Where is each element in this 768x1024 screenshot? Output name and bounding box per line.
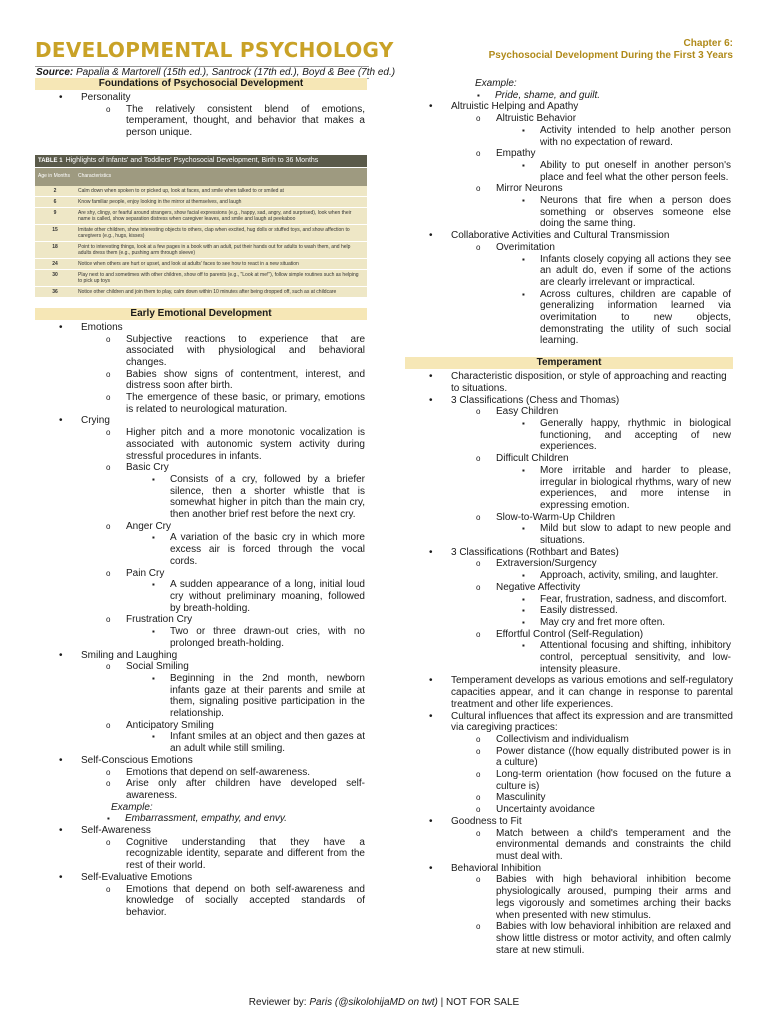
list-item: • Behavioral Inhibition o Babies with high behavioral inhibition become physiologically aroused, pumping their arms and legs vigorously and sometimes arching their backs when presented with new stimulus. o Babies with low behavioral inhibition are relaxed and show little distress or motor activity, and often calmly stare at new stimuli. [405, 863, 733, 957]
table-row [35, 224, 367, 241]
list-item: ▪ Across cultures, children are capable of generalizing information learned via overimitation to new objects, demonstrating the utility of such social learning. [496, 289, 731, 348]
chapter-heading [489, 38, 733, 62]
list-item: o Mirror Neurons ▪ Neurons that fire when a person does something or observes someone else doing the same thing. [451, 183, 731, 230]
list-item: o Effortful Control (Self-Regulation) ▪ Attentional focusing and shifting, inhibitory control, perceptual sensitivity, and low-intensity pleasure. [451, 629, 731, 676]
list-item: • Crying o Higher pitch and a more monotonic vocalization is associated with autonomic system activity during stressful procedures in infants. o Basic Cry ▪ Consists of a cry, followed by a briefer silence, then a shorter whistle that is somewhat higher in pitch than the main cry, then another brief rest before the next cry. o Anger Cry ▪ A variation of the basic cry in which more excess air is forced through the vocal cords. o Pain Cry ▪ A sudden appearance of a long, initial loud cry without preliminary moaning, followed by breath-holding. o Frustration Cry ▪ Two or three drawn-out cries, with no prolonged breath-holding. [35, 415, 367, 649]
list-item: o Altruistic Behavior ▪ Activity intended to help another person with no expectation of reward. [451, 113, 731, 148]
list-item: • Smiling and Laughing o Social Smiling ▪ Beginning in the 2nd month, newborn infants gaze at their parents and smile at them, signaling positive participation in the relationship. o Anticipatory Smiling ▪ Infant smiles at an object and then gazes at an adult while still smiling. [35, 650, 367, 755]
section-heading-temperament: Temperament [405, 357, 733, 369]
table-cell-characteristics: Calm down when spoken to or picked up, look at faces, and smile when talked to or smiled at [75, 186, 367, 197]
list-item: ▪ Two or three drawn-out cries, with no prolonged breath-holding. [126, 626, 365, 649]
footer-author: Paris (@sikolohijaMD on twt) [309, 997, 438, 1008]
list-item: o The emergence of these basic, or primary, emotions is related to neurological maturation. [81, 392, 365, 415]
section-heading-foundations: Foundations of Psychosocial Development [35, 78, 367, 90]
list-item: ▪ Generally happy, rhythmic in biological functioning, and accepting of new experiences. [496, 418, 731, 453]
list-item: ▪ A variation of the basic cry in which more excess air is forced through the vocal cords. [126, 532, 365, 567]
list-item: o Negative Affectivity ▪ Fear, frustration, sadness, and discomfort. ▪ Easily distressed. ▪ May cry and fret more often. [451, 582, 731, 629]
table-cell-characteristics: Know familiar people, enjoy looking in the mirror at themselves, and laugh [75, 196, 367, 207]
list-item: o Match between a child's temperament and the environmental demands and constraints the child must deal with. [451, 828, 731, 863]
list-item: • Characteristic disposition, or style of approaching and reacting to situations. [405, 371, 733, 394]
list-item: o Pain Cry ▪ A sudden appearance of a long, initial loud cry without preliminary moaning, followed by breath-holding. [81, 568, 365, 615]
table-row [35, 286, 367, 297]
section-heading-early-emotional: Early Emotional Development [35, 308, 367, 320]
list-item: o Long-term orientation (how focused on the future a culture is) [451, 769, 731, 792]
table-cell-age: 15 [35, 224, 75, 241]
source-text: Papalia & Martorell (15th ed.), Santrock (17th ed.), Boyd & Bee (7th ed.) [76, 67, 396, 78]
list-item: • Self-Evaluative Emotions o Emotions that depend on both self-awareness and knowledge of socially accepted standards of behavior. [35, 872, 367, 919]
list-item: ▪ Infant smiles at an object and then gazes at an adult while still smiling. [126, 731, 365, 754]
table-row [35, 196, 367, 207]
list-item: • Emotions o Subjective reactions to experience that are associated with physiological and behavioral changes. o Babies show signs of contentment, interest, and distress soon after birth. o The emergence of these basic, or primary, emotions is related to neurological maturation. [35, 322, 367, 416]
list-item: ▪ More irritable and harder to please, irregular in biological rhythms, wary of new experiences, and more intense in expressing emotion. [496, 465, 731, 512]
table-cell-characteristics: Notice other children and join them to play, calm down within 10 minutes after being dropped off, such as at childcare [75, 286, 367, 297]
list-item: o Emotions that depend on both self-awareness and knowledge of socially accepted standards of behavior. [81, 884, 365, 919]
list-item: o Frustration Cry ▪ Two or three drawn-out cries, with no prolonged breath-holding. [81, 614, 365, 649]
list-item: ▪ Easily distressed. [496, 605, 731, 617]
list-item: ▪ Attentional focusing and shifting, inhibitory control, perceptual sensitivity, and low-intensity pleasure. [496, 640, 731, 675]
list-item: • Cultural influences that affect its expression and are transmitted via caregiving practices: o Collectivism and individualism o Power distance ((how equally distributed power is in a culture) o Long-term orientation (how focused on the future a culture is) o Masculinity o Uncertainty avoidance [405, 711, 733, 816]
list-item: ▪ Approach, activity, smiling, and laughter. [496, 570, 731, 582]
list-item: o Slow-to-Warm-Up Children ▪ Mild but slow to adapt to new people and situations. [451, 512, 731, 547]
list-item: o Babies show signs of contentment, interest, and distress soon after birth. [81, 369, 365, 392]
table-row [35, 258, 367, 269]
list-item: o Social Smiling ▪ Beginning in the 2nd month, newborn infants gaze at their parents and smile at them, signaling positive participation in the relationship. [81, 661, 365, 720]
source-label: Source: [36, 67, 74, 78]
list-item: o Basic Cry ▪ Consists of a cry, followed by a briefer silence, then a shorter whistle that is somewhat higher in pitch than the main cry, then another brief rest before the next cry. [81, 462, 365, 521]
chapter-number: Chapter 6: [683, 38, 733, 49]
footer-suffix: | NOT FOR SALE [440, 997, 520, 1008]
list-item: o Easy Children ▪ Generally happy, rhythmic in biological functioning, and accepting of new experiences. [451, 406, 731, 453]
list-item: o Cognitive understanding that they have a recognizable identity, separate and different from the rest of their world. [81, 837, 365, 872]
list-item: o Babies with high behavioral inhibition become physiologically aroused, pumping their arms and legs vigorously and sometimes arching their backs when presented with new stimulus. [451, 874, 731, 921]
table-cell-age: 6 [35, 196, 75, 207]
footer-prefix: Reviewer by: [248, 997, 307, 1008]
footer [0, 997, 768, 1008]
table-cell-age: 2 [35, 186, 75, 197]
list-item: • 3 Classifications (Rothbart and Bates) o Extraversion/Surgency ▪ Approach, activity, smiling, and laughter. o Negative Affectivity ▪ Fear, frustration, sadness, and discomfort. ▪ Easily distressed. ▪ May cry and fret more often. o Effortful Control (Self-Regulation) ▪ Attentional focusing and shifting, inhibitory control, perceptual sensitivity, and low-intensity pleasure. [405, 547, 733, 676]
list-item: o Masculinity [451, 792, 731, 804]
table-cell-characteristics: Notice when others are hurt or upset, and look at adults' faces to see how to react in a new situation [75, 258, 367, 269]
list-item: ▪ May cry and fret more often. [496, 617, 731, 629]
table-caption: TABLE 1 Highlights of Infants' and Toddlers' Psychosocial Development, Birth to 36 Months [35, 155, 367, 168]
list-item: ▪ Activity intended to help another person with no expectation of reward. [496, 125, 731, 148]
table-cell-age: 18 [35, 241, 75, 258]
list-item: ▪ Pride, shame, and guilt. [451, 90, 733, 102]
list-item: o The relatively consistent blend of emotions, temperament, thought, and behavior that makes a person unique. [81, 104, 365, 139]
chapter-title: Psychosocial Development During the First 3 Years [488, 50, 733, 61]
left-column [35, 78, 367, 919]
table-cell-age: 36 [35, 286, 75, 297]
document-title: DEVELOPMENTAL PSYCHOLOGY [35, 38, 394, 62]
list-item: o Arise only after children have developed self-awareness. [81, 778, 365, 801]
table-cell-characteristics: Imitate other children, show interesting objects to others, clap when excited, hug dolls or stuffed toys, and show affection to caregivers (e.g., hugs, kisses) [75, 224, 367, 241]
list-item: • Collaborative Activities and Cultural Transmission o Overimitation ▪ Infants closely copying all actions they see an adult do, even if some of the actions are clearly irrelevant or impractical. ▪ Across cultures, children are capable of generalizing information learned via overimitation to new objects, demonstrating the utility of such social learning. [405, 230, 733, 347]
list-item: • Self-Awareness o Cognitive understanding that they have a recognizable identity, separate and different from the rest of their world. [35, 825, 367, 872]
table-header-characteristics: Characteristics [75, 167, 367, 186]
list-item: ▪ Fear, frustration, sadness, and discomfort. [496, 594, 731, 606]
table-cell-characteristics: Point to interesting things, look at a few pages in a book with an adult, put their hands out for adults to wash them, and help adults dress them (e.g., pushing arm through sleeve) [75, 241, 367, 258]
example-label: Example: [475, 78, 517, 89]
list-item: o Anger Cry ▪ A variation of the basic cry in which more excess air is forced through the vocal cords. [81, 521, 365, 568]
table-cell-characteristics: Play next to and sometimes with other children, show off to parents (e.g., "Look at me!"), follow simple routines such as helping to pick up toys [75, 269, 367, 286]
list-item: o Overimitation ▪ Infants closely copying all actions they see an adult do, even if some of the actions are clearly irrelevant or impractical. ▪ Across cultures, children are capable of generalizing information learned via overimitation to new objects, demonstrating the utility of such social learning. [451, 242, 731, 347]
table-row [35, 241, 367, 258]
list-item: o Uncertainty avoidance [451, 804, 731, 816]
table-row [35, 269, 367, 286]
list-item: o Difficult Children ▪ More irritable and harder to please, irregular in biological rhythms, wary of new experiences, and more intense in expressing emotion. [451, 453, 731, 512]
table-row [35, 186, 367, 197]
table-cell-characteristics: Are shy, clingy, or fearful around strangers, show facial expressions (e.g., happy, sad, angry, and surprised), look when their name is called, show separation distress when caregiver leaves, and smile and laugh at peekaboo [75, 207, 367, 224]
right-column [405, 78, 733, 956]
table-header-age: Age in Months [35, 167, 75, 186]
list-item: • Self-Conscious Emotions o Emotions that depend on self-awareness. o Arise only after children have developed self-awareness. Example: ▪ Embarrassment, empathy, and envy. [35, 755, 367, 825]
list-item: ▪ A sudden appearance of a long, initial loud cry without preliminary moaning, followed by breath-holding. [126, 579, 365, 614]
list-item: • Temperament develops as various emotions and self-regulatory capacities appear, and it can change in response to parental treatment and other life experiences. [405, 675, 733, 710]
list-item: • Altruistic Helping and Apathy o Altruistic Behavior ▪ Activity intended to help another person with no expectation of reward. o Empathy ▪ Ability to put oneself in another person's place and feel what the other person feels. o Mirror Neurons ▪ Neurons that fire when a person does something or observes someone else doing the same thing. [405, 101, 733, 230]
list-item: • Personality o The relatively consistent blend of emotions, temperament, thought, and behavior that makes a person unique. [35, 92, 367, 139]
list-item: ▪ Beginning in the 2nd month, newborn infants gaze at their parents and smile at them, signaling positive participation in the relationship. [126, 673, 365, 720]
list-item: ▪ Embarrassment, empathy, and envy. [81, 813, 367, 825]
example-label: Example: [111, 801, 153, 813]
list-item: o Subjective reactions to experience that are associated with physiological and behavioral changes. [81, 334, 365, 369]
list-item: • 3 Classifications (Chess and Thomas) o Easy Children ▪ Generally happy, rhythmic in biological functioning, and accepting of new experiences. o Difficult Children ▪ More irritable and harder to please, irregular in biological rhythms, wary of new experiences, and more intense in expressing emotion. o Slow-to-Warm-Up Children ▪ Mild but slow to adapt to new people and situations. [405, 395, 733, 547]
table-cell-age: 30 [35, 269, 75, 286]
table-cell-age: 9 [35, 207, 75, 224]
list-item: o Extraversion/Surgency ▪ Approach, activity, smiling, and laughter. [451, 558, 731, 581]
table-row [35, 207, 367, 224]
list-item: ▪ Ability to put oneself in another person's place and feel what the other person feels. [496, 160, 731, 183]
highlights-table [35, 155, 367, 298]
list-item: ▪ Consists of a cry, followed by a briefer silence, then a shorter whistle that is somewhat higher in pitch than the main cry, then another brief rest before the next cry. [126, 474, 365, 521]
list-item: o Emotions that depend on self-awareness. [81, 767, 365, 779]
list-item: ▪ Infants closely copying all actions they see an adult do, even if some of the actions are clearly irrelevant or impractical. [496, 254, 731, 289]
list-item: o Higher pitch and a more monotonic vocalization is associated with autonomic system activity during stressful procedures in infants. [81, 427, 365, 462]
list-item: ▪ Mild but slow to adapt to new people and situations. [496, 523, 731, 546]
list-item: o Power distance ((how equally distributed power is in a culture) [451, 746, 731, 769]
list-item: o Empathy ▪ Ability to put oneself in another person's place and feel what the other person feels. [451, 148, 731, 183]
list-item: • Goodness to Fit o Match between a child's temperament and the environmental demands and constraints the child must deal with. [405, 816, 733, 863]
list-item: o Anticipatory Smiling ▪ Infant smiles at an object and then gazes at an adult while still smiling. [81, 720, 365, 755]
table-cell-age: 24 [35, 258, 75, 269]
list-item: o Babies with low behavioral inhibition are relaxed and show little distress or motor activity, and often calmly stare at new stimuli. [451, 921, 731, 956]
list-item: ▪ Neurons that fire when a person does something or observes someone else doing the same thing. [496, 195, 731, 230]
list-item: o Collectivism and individualism [451, 734, 731, 746]
